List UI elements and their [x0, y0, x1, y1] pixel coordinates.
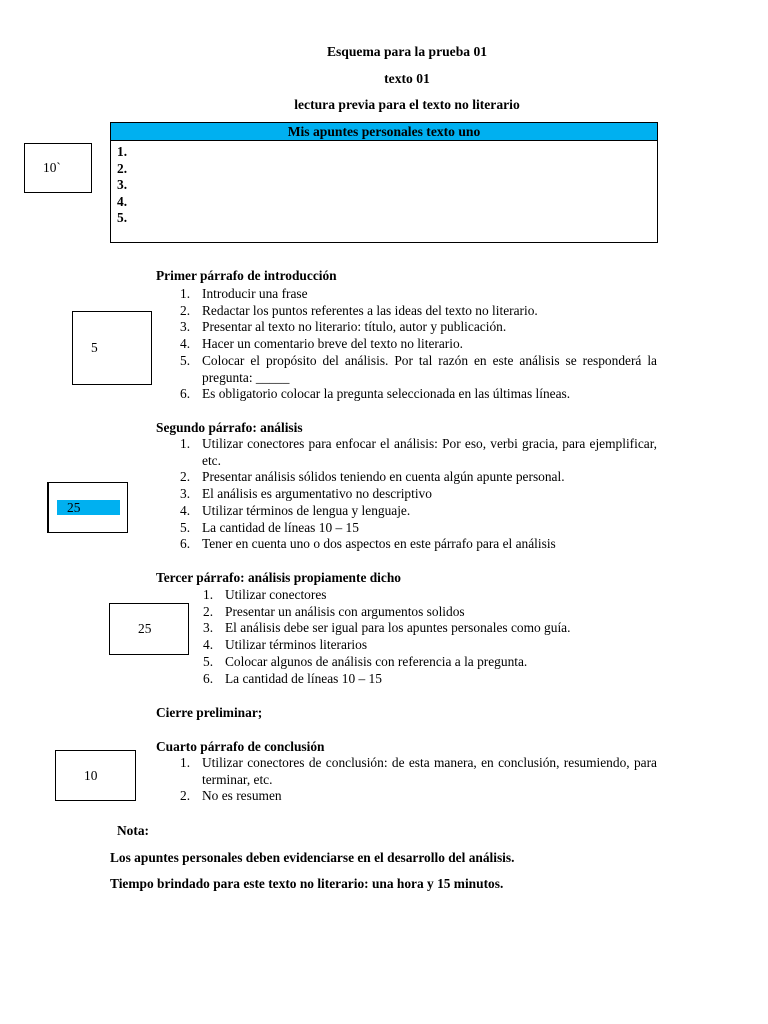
analysis-list: [180, 436, 657, 553]
list-item: [203, 654, 657, 671]
item-number: 6.: [203, 670, 214, 686]
item-number: 1.: [180, 755, 191, 770]
item-text: Utilizar conectores: [225, 587, 327, 602]
list-item: [180, 286, 657, 303]
item-number: 2.: [203, 603, 214, 619]
item-text: La cantidad de líneas 10 – 15: [225, 670, 382, 686]
item-number: 2.: [180, 788, 191, 804]
personal-notes-list: [111, 141, 657, 227]
notes-score-value: 10`: [43, 160, 61, 175]
item-number: 4.: [180, 336, 191, 352]
list-item: [180, 755, 657, 788]
notes-score-box: [24, 143, 92, 193]
list-item: [180, 386, 657, 403]
item-text: Hacer un comentario breve del texto no literario.: [202, 336, 464, 352]
item-number: 3.: [180, 486, 191, 502]
item-number: 5.: [180, 352, 191, 368]
list-item: [180, 469, 657, 486]
item-number: 5.: [180, 519, 191, 535]
note-label: Nota:: [117, 823, 149, 838]
proper-analysis-score-value: 25: [138, 621, 152, 636]
analysis-heading: Segundo párrafo: análisis: [156, 420, 303, 435]
list-item: [180, 788, 657, 805]
list-item: [203, 671, 657, 688]
list-item: [203, 637, 657, 654]
item-text: Es obligatorio colocar la pregunta seleccionada en las últimas líneas.: [202, 386, 571, 402]
item-number: 1.: [180, 286, 191, 301]
intro-heading: Primer párrafo de introducción: [156, 268, 337, 283]
item-text: El análisis debe ser igual para los apuntes personales como guía.: [225, 620, 571, 636]
list-item: [180, 303, 657, 320]
item-text: Redactar los puntos referentes a las ideas del texto no literario.: [202, 302, 538, 318]
document-description: lectura previa para el texto no literario: [294, 97, 520, 112]
item-number: 1.: [180, 436, 191, 451]
list-item: [180, 536, 657, 553]
intro-score-box: [72, 311, 152, 385]
list-item: [180, 486, 657, 503]
note-line-1: Los apuntes personales deben evidenciarse en el desarrollo del análisis.: [110, 850, 515, 865]
personal-notes-table: [110, 122, 658, 243]
preliminary-close-heading: Cierre preliminar;: [156, 705, 263, 720]
item-text: Colocar algunos de análisis con referencia a la pregunta.: [225, 653, 528, 669]
item-text: Presentar un análisis con argumentos solidos: [225, 603, 465, 619]
item-text: Utilizar términos literarios: [225, 637, 368, 653]
list-item: [203, 620, 657, 637]
intro-list: [180, 286, 657, 403]
note-line-2: Tiempo brindado para este texto no literario: una hora y 15 minutos.: [110, 876, 504, 891]
document-subtitle: texto 01: [384, 71, 430, 86]
item-number: 2.: [180, 469, 191, 485]
item-number: 4.: [203, 637, 214, 653]
item-number: 3.: [203, 620, 214, 636]
item-text: No es resumen: [202, 788, 282, 804]
analysis-score-box: [47, 482, 128, 533]
conclusion-list: [180, 755, 657, 805]
conclusion-heading: Cuarto párrafo de conclusión: [156, 739, 325, 754]
item-text: Presentar al texto no literario: título, autor y publicación.: [202, 319, 507, 335]
item-text: Colocar el propósito del análisis. Por tal razón en este análisis se responderá la pregunta: _____: [202, 352, 657, 385]
item-number: 3.: [180, 319, 191, 335]
personal-note-item: 4.: [117, 193, 128, 209]
item-text: El análisis es argumentativo no descriptivo: [202, 486, 432, 502]
list-item: [203, 604, 657, 621]
document-title: Esquema para la prueba 01: [326, 44, 488, 59]
personal-note-item: 2.: [117, 160, 128, 176]
list-item: [180, 503, 657, 520]
item-number: 5.: [203, 653, 214, 669]
item-number: 4.: [180, 502, 191, 518]
list-item: [180, 319, 657, 336]
conclusion-score-box: [55, 750, 136, 801]
item-text: Tener en cuenta uno o dos aspectos en este párrafo para el análisis: [202, 536, 556, 552]
item-text: Utilizar conectores de conclusión: de esta manera, en conclusión, resumiendo, para terminar, etc.: [202, 755, 657, 787]
proper-analysis-score-box: [109, 603, 189, 655]
item-text: Utilizar términos de lengua y lenguaje.: [202, 502, 411, 518]
item-number: 1.: [203, 587, 214, 602]
list-item: [180, 436, 657, 469]
list-item: [203, 587, 657, 604]
personal-notes-heading: Mis apuntes personales texto uno: [111, 123, 657, 141]
item-text: Introducir una frase: [202, 286, 308, 301]
list-item: [180, 336, 657, 353]
analysis-score-value: 25: [57, 500, 120, 515]
personal-note-item: 1.: [117, 144, 128, 159]
intro-score-value: 5: [91, 340, 98, 355]
item-text: La cantidad de líneas 10 – 15: [202, 519, 359, 535]
proper-analysis-list: [203, 587, 657, 687]
conclusion-score-value: 10: [84, 767, 98, 783]
personal-note-item: 5.: [117, 210, 128, 225]
item-text: Utilizar conectores para enfocar el análisis: Por eso, verbi gracia, para ejemplificar, etc.: [202, 436, 657, 468]
item-text: Presentar análisis sólidos teniendo en cuenta algún apunte personal.: [202, 469, 565, 485]
item-number: 6.: [180, 536, 191, 552]
list-item: [180, 353, 657, 386]
list-item: [180, 520, 657, 537]
item-number: 2.: [180, 302, 191, 318]
item-number: 6.: [180, 386, 191, 402]
proper-analysis-heading: Tercer párrafo: análisis propiamente dicho: [156, 570, 401, 585]
personal-note-item: 3.: [117, 177, 128, 192]
